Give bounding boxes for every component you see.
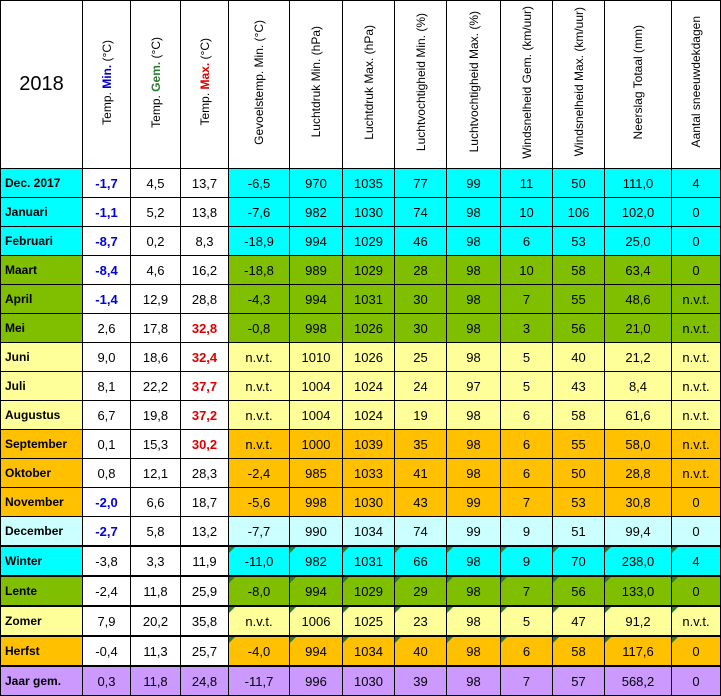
table-cell: 17,8 (131, 314, 181, 343)
header-luchtdruk-min (290, 1, 343, 169)
table-cell: -0,4 (83, 636, 131, 666)
header-text: Windsnelheid Gem. (km/uur) (519, 5, 534, 159)
table-cell: -0,8 (229, 314, 290, 343)
table-cell: 29 (395, 576, 447, 606)
table-row (1, 636, 721, 666)
table-cell: 6 (501, 430, 553, 459)
table-cell: 117,6 (605, 636, 672, 666)
table-cell: -7,7 (229, 517, 290, 547)
table-cell: 91,2 (605, 606, 672, 636)
table-cell: 32,4 (181, 343, 229, 372)
table-cell: 990 (290, 517, 343, 547)
table-cell: 98 (447, 256, 501, 285)
table-cell: 5 (501, 372, 553, 401)
table-cell: 40 (395, 636, 447, 666)
row-label: November (1, 488, 83, 517)
table-row (1, 517, 721, 547)
table-row (1, 169, 721, 198)
table-cell: 4 (672, 169, 721, 198)
table-cell: 98 (447, 343, 501, 372)
table-cell: 0,3 (83, 666, 131, 696)
row-label: Augustus (1, 401, 83, 430)
table-cell: 9 (501, 517, 553, 547)
table-cell: 6 (501, 227, 553, 256)
table-cell: 102,0 (605, 198, 672, 227)
header-text: Luchtvochtigheid Max. (%) (466, 11, 481, 153)
table-cell: 53 (553, 488, 605, 517)
table-row (1, 576, 721, 606)
table-cell: 13,7 (181, 169, 229, 198)
table-cell: 55 (553, 285, 605, 314)
table-cell: 7 (501, 576, 553, 606)
table-cell: 9 (501, 546, 553, 576)
table-cell: 37,2 (181, 401, 229, 430)
row-label: Maart (1, 256, 83, 285)
table-cell: 35,8 (181, 606, 229, 636)
table-row (1, 314, 721, 343)
header-text: Windsnelheid Max. (km/uur) (571, 7, 586, 157)
table-cell: -2,4 (229, 459, 290, 488)
table-cell: 16,2 (181, 256, 229, 285)
table-cell: 970 (290, 169, 343, 198)
table-cell: 25,9 (181, 576, 229, 606)
table-cell: 11,8 (131, 666, 181, 696)
table-cell: 30,8 (605, 488, 672, 517)
table-cell: 98 (447, 430, 501, 459)
table-cell: 12,9 (131, 285, 181, 314)
table-cell: 7,9 (83, 606, 131, 636)
table-cell: 8,4 (605, 372, 672, 401)
table-cell: 50 (553, 169, 605, 198)
table-cell: 25 (395, 343, 447, 372)
header-temp-min-suffix: (°C) (99, 39, 114, 65)
table-cell: n.v.t. (672, 606, 721, 636)
table-cell: -3,8 (83, 546, 131, 576)
table-cell: 24,8 (181, 666, 229, 696)
table-cell: 39 (395, 666, 447, 696)
table-cell: 28 (395, 256, 447, 285)
table-cell: 98 (447, 198, 501, 227)
header-sneeuwdekdagen (672, 1, 721, 169)
header-luchtvochtigheid-min (395, 1, 447, 169)
table-cell: 1004 (290, 372, 343, 401)
table-cell: 99,4 (605, 517, 672, 547)
table-cell: 3 (501, 314, 553, 343)
header-text: Luchtvochtigheid Min. (%) (413, 12, 428, 152)
table-cell: 10 (501, 256, 553, 285)
table-cell: 0 (672, 227, 721, 256)
table-row (1, 459, 721, 488)
header-temp-max-prefix: Temp. (197, 89, 212, 126)
table-cell: 1030 (343, 488, 395, 517)
table-cell: 1010 (290, 343, 343, 372)
table-row (1, 256, 721, 285)
table-cell: 994 (290, 285, 343, 314)
table-cell: 63,4 (605, 256, 672, 285)
table-cell: -7,6 (229, 198, 290, 227)
table-cell: 1033 (343, 459, 395, 488)
table-cell: 996 (290, 666, 343, 696)
header-temp-max-accent: Max. (197, 63, 212, 90)
table-cell: -1,7 (83, 169, 131, 198)
table-cell: 994 (290, 636, 343, 666)
header-luchtdruk-max (343, 1, 395, 169)
table-cell: 106 (553, 198, 605, 227)
table-cell: 1004 (290, 401, 343, 430)
table-cell: 30 (395, 314, 447, 343)
table-cell: 66 (395, 546, 447, 576)
table-cell: 568,2 (605, 666, 672, 696)
table-cell: 6 (501, 401, 553, 430)
table-cell: 98 (447, 285, 501, 314)
table-cell: 25,7 (181, 636, 229, 666)
row-label: Winter (1, 546, 83, 576)
table-cell: 7 (501, 488, 553, 517)
table-cell: 3,3 (131, 546, 181, 576)
header-temp-min (83, 1, 131, 169)
table-cell: 21,2 (605, 343, 672, 372)
table-cell: n.v.t. (229, 372, 290, 401)
table-cell: 35 (395, 430, 447, 459)
table-cell: 11,8 (131, 576, 181, 606)
table-row (1, 285, 721, 314)
table-cell: 5,2 (131, 198, 181, 227)
table-cell: 30,2 (181, 430, 229, 459)
table-cell: 0 (672, 488, 721, 517)
header-temp-max (181, 1, 229, 169)
table-cell: 1034 (343, 517, 395, 547)
table-cell: n.v.t. (229, 401, 290, 430)
table-cell: -18,8 (229, 256, 290, 285)
table-cell: 6,6 (131, 488, 181, 517)
header-temp-gem-suffix: (°C) (148, 36, 163, 62)
table-cell: -8,4 (83, 256, 131, 285)
table-cell: 1030 (343, 666, 395, 696)
table-cell: 58 (553, 401, 605, 430)
table-cell: 56 (553, 576, 605, 606)
table-cell: 98 (447, 227, 501, 256)
table-cell: 7 (501, 285, 553, 314)
table-cell: -8,7 (83, 227, 131, 256)
table-cell: 1006 (290, 606, 343, 636)
table-cell: 19,8 (131, 401, 181, 430)
table-cell: -4,3 (229, 285, 290, 314)
table-row (1, 666, 721, 696)
table-cell: 1034 (343, 636, 395, 666)
table-cell: 98 (447, 314, 501, 343)
table-cell: 111,0 (605, 169, 672, 198)
table-cell: 5 (501, 606, 553, 636)
table-cell: n.v.t. (672, 314, 721, 343)
table-cell: -2,7 (83, 517, 131, 547)
row-label: Herfst (1, 636, 83, 666)
table-cell: 28,8 (181, 285, 229, 314)
table-row (1, 372, 721, 401)
header-neerslag-totaal (605, 1, 672, 169)
header-windsnelheid-max (553, 1, 605, 169)
table-row (1, 227, 721, 256)
table-cell: 18,6 (131, 343, 181, 372)
table-cell: 13,2 (181, 517, 229, 547)
table-cell: 99 (447, 169, 501, 198)
table-cell: 998 (290, 488, 343, 517)
table-cell: 1029 (343, 256, 395, 285)
table-cell: 99 (447, 488, 501, 517)
table-cell: 77 (395, 169, 447, 198)
table-cell: -1,1 (83, 198, 131, 227)
table-cell: 6 (501, 636, 553, 666)
table-cell: 18,7 (181, 488, 229, 517)
table-cell: 5,8 (131, 517, 181, 547)
row-label: Mei (1, 314, 83, 343)
table-cell: 98 (447, 459, 501, 488)
table-cell: 46 (395, 227, 447, 256)
row-label: December (1, 517, 83, 547)
table-cell: 0 (672, 256, 721, 285)
table-cell: 28,3 (181, 459, 229, 488)
table-cell: 11,9 (181, 546, 229, 576)
table-cell: n.v.t. (672, 459, 721, 488)
table-cell: n.v.t. (229, 343, 290, 372)
header-temp-gem-prefix: Temp. (148, 91, 163, 128)
table-cell: n.v.t. (229, 606, 290, 636)
table-cell: 12,1 (131, 459, 181, 488)
table-cell: 43 (395, 488, 447, 517)
header-temp-max-suffix: (°C) (197, 38, 212, 64)
table-cell: 1000 (290, 430, 343, 459)
table-cell: 1035 (343, 169, 395, 198)
table-cell: 98 (447, 606, 501, 636)
table-row (1, 401, 721, 430)
table-cell: 11,3 (131, 636, 181, 666)
table-cell: 99 (447, 517, 501, 547)
table-cell: 982 (290, 198, 343, 227)
row-label: Jaar gem. (1, 666, 83, 696)
table-cell: 40 (553, 343, 605, 372)
table-cell: n.v.t. (672, 430, 721, 459)
header-temp-gem-accent: Gem. (148, 61, 163, 92)
table-cell: 4 (672, 546, 721, 576)
table-cell: 23 (395, 606, 447, 636)
table-cell: 1024 (343, 372, 395, 401)
table-cell: 98 (447, 401, 501, 430)
header-temp-min-prefix: Temp. (99, 88, 114, 125)
table-cell: 0,2 (131, 227, 181, 256)
table-cell: 37,7 (181, 372, 229, 401)
table-cell: 43 (553, 372, 605, 401)
table-cell: 58 (553, 256, 605, 285)
table-cell: 1029 (343, 576, 395, 606)
table-cell: -4,0 (229, 636, 290, 666)
table-cell: n.v.t. (672, 343, 721, 372)
table-cell: 989 (290, 256, 343, 285)
table-cell: 50 (553, 459, 605, 488)
header-temp-min-accent: Min. (99, 64, 114, 89)
table-cell: 4,5 (131, 169, 181, 198)
table-row (1, 546, 721, 576)
table-cell: 11 (501, 169, 553, 198)
table-cell: 57 (553, 666, 605, 696)
table-cell: 0 (672, 517, 721, 547)
table-row (1, 198, 721, 227)
table-cell: 1039 (343, 430, 395, 459)
header-text: Luchtdruk Min. (hPa) (309, 26, 323, 138)
header-temp-gem (131, 1, 181, 169)
row-label: Februari (1, 227, 83, 256)
table-cell: 97 (447, 372, 501, 401)
table-cell: 0,8 (83, 459, 131, 488)
header-row (1, 1, 721, 169)
table-cell: 1031 (343, 546, 395, 576)
table-cell: 58 (553, 636, 605, 666)
table-cell: 9,0 (83, 343, 131, 372)
table-cell: 24 (395, 372, 447, 401)
table-cell: n.v.t. (672, 401, 721, 430)
table-cell: 98 (447, 576, 501, 606)
table-cell: 0 (672, 576, 721, 606)
table-row (1, 430, 721, 459)
row-label: Oktober (1, 459, 83, 488)
row-label: Dec. 2017 (1, 169, 83, 198)
table-body (1, 169, 721, 696)
table-row (1, 488, 721, 517)
table-cell: -6,5 (229, 169, 290, 198)
table-cell: 30 (395, 285, 447, 314)
table-cell: 6 (501, 459, 553, 488)
row-label: Zomer (1, 606, 83, 636)
row-label: Lente (1, 576, 83, 606)
table-cell: 5 (501, 343, 553, 372)
table-row (1, 606, 721, 636)
table-cell: 20,2 (131, 606, 181, 636)
table-cell: 0 (672, 636, 721, 666)
row-label: Juni (1, 343, 83, 372)
table-cell: 41 (395, 459, 447, 488)
row-label: September (1, 430, 83, 459)
table-cell: n.v.t. (229, 430, 290, 459)
table-cell: -5,6 (229, 488, 290, 517)
table-cell: -1,4 (83, 285, 131, 314)
table-cell: 133,0 (605, 576, 672, 606)
table-cell: -8,0 (229, 576, 290, 606)
table-cell: 28,8 (605, 459, 672, 488)
table-cell: 25,0 (605, 227, 672, 256)
table-cell: 13,8 (181, 198, 229, 227)
table-cell: 6,7 (83, 401, 131, 430)
table-cell: 1026 (343, 314, 395, 343)
table-cell: -11,7 (229, 666, 290, 696)
table-cell: -18,9 (229, 227, 290, 256)
table-cell: 985 (290, 459, 343, 488)
header-text: Luchtdruk Max. (hPa) (361, 24, 376, 140)
table-cell: 47 (553, 606, 605, 636)
table-cell: 70 (553, 546, 605, 576)
table-cell: 0,1 (83, 430, 131, 459)
table-cell: 32,8 (181, 314, 229, 343)
table-cell: 998 (290, 314, 343, 343)
table-cell: 1030 (343, 198, 395, 227)
table-cell: n.v.t. (672, 285, 721, 314)
table-cell: -2,4 (83, 576, 131, 606)
table-cell: 74 (395, 517, 447, 547)
row-label: Juli (1, 372, 83, 401)
table-cell: 74 (395, 198, 447, 227)
table-cell: 21,0 (605, 314, 672, 343)
header-gevoelstemp-min (229, 1, 290, 169)
table-cell: 98 (447, 666, 501, 696)
header-text: Aantal sneeuwdekdagen (689, 16, 703, 148)
table-cell: 4,6 (131, 256, 181, 285)
table-row (1, 343, 721, 372)
table-cell: 994 (290, 576, 343, 606)
table-cell: 1029 (343, 227, 395, 256)
table-cell: 1031 (343, 285, 395, 314)
table-cell: 7 (501, 666, 553, 696)
table-cell: 56 (553, 314, 605, 343)
table-cell: 53 (553, 227, 605, 256)
table-cell: -11,0 (229, 546, 290, 576)
table-cell: 1026 (343, 343, 395, 372)
header-text: Neerslag Totaal (mm) (631, 24, 645, 140)
table-cell: 19 (395, 401, 447, 430)
header-text: Gevoelstemp. Min. (°C) (252, 19, 266, 145)
table-cell: 58,0 (605, 430, 672, 459)
table-cell: 8,3 (181, 227, 229, 256)
header-windsnelheid-gem (501, 1, 553, 169)
table-cell: 51 (553, 517, 605, 547)
table-cell: 2,6 (83, 314, 131, 343)
table-cell: 10 (501, 198, 553, 227)
table-cell: n.v.t. (672, 372, 721, 401)
table-cell: 55 (553, 430, 605, 459)
table-cell: -2,0 (83, 488, 131, 517)
table-cell: 48,6 (605, 285, 672, 314)
table-cell: 98 (447, 546, 501, 576)
table-cell: 8,1 (83, 372, 131, 401)
header-luchtvochtigheid-max (447, 1, 501, 169)
table-cell: 238,0 (605, 546, 672, 576)
table-cell: 1024 (343, 401, 395, 430)
year-heading: 2018 (1, 1, 83, 169)
table-cell: 0 (672, 666, 721, 696)
table-cell: 994 (290, 227, 343, 256)
table-cell: 0 (672, 198, 721, 227)
table-cell: 22,2 (131, 372, 181, 401)
table-cell: 15,3 (131, 430, 181, 459)
table-cell: 61,6 (605, 401, 672, 430)
table-cell: 98 (447, 636, 501, 666)
table-cell: 982 (290, 546, 343, 576)
table-cell: 1025 (343, 606, 395, 636)
row-label: April (1, 285, 83, 314)
row-label: Januari (1, 198, 83, 227)
